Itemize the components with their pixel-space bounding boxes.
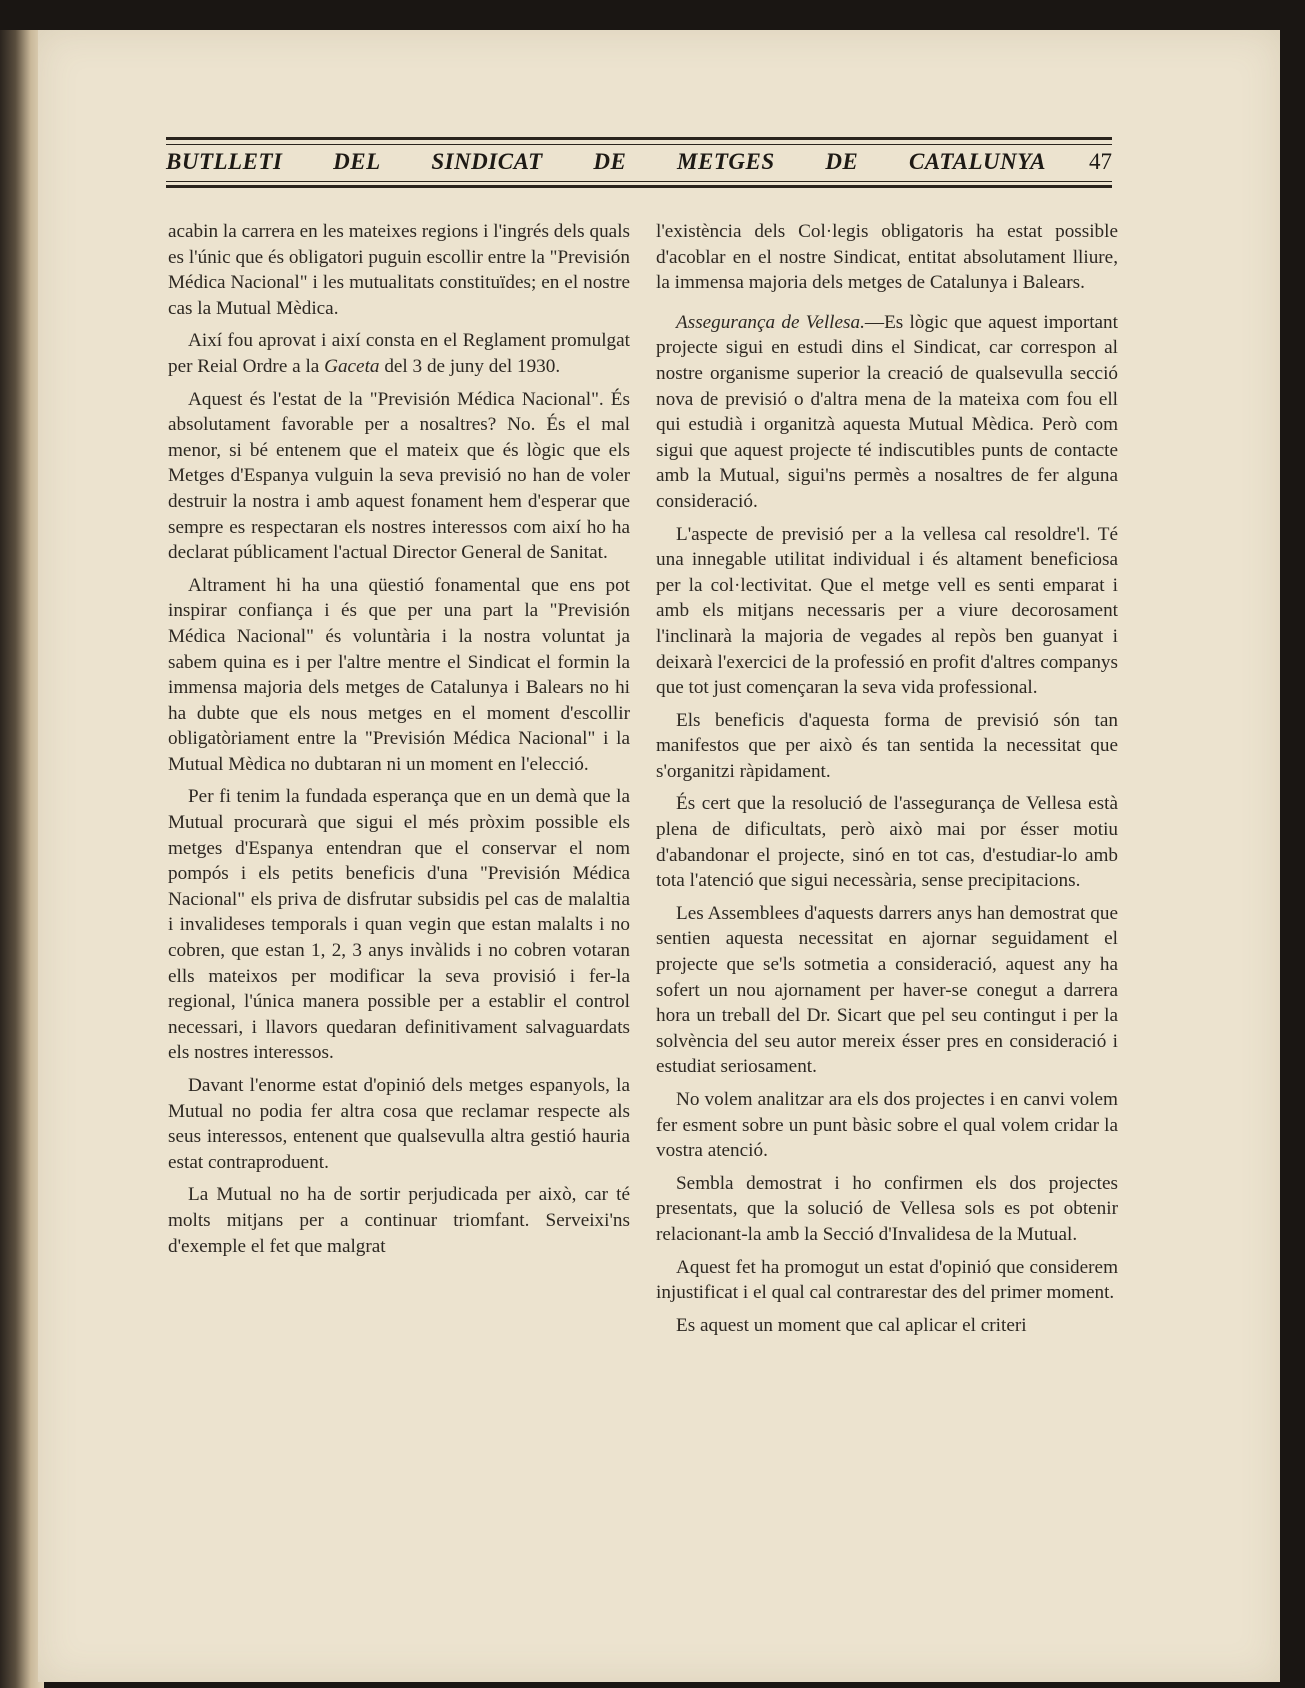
title-word: DEL xyxy=(333,149,381,174)
left-column xyxy=(168,219,630,1266)
title-word: DE xyxy=(825,149,859,174)
section-text: —Es lògic que aquest important projecte sigui en estudi dins el Sindicat, car correspon al nostre organisme superior la creació de qualsevulla secció nova de previsió o d'altra mena de la mateixa com fou ell qui estudià i organitzà aquesta Mutual Mèdica. Però com sigui que aquest projecte té indiscutibles punts de contacte amb la Mutual, sigui'ns permès a nosaltres de fer alguna consideració. xyxy=(656,311,1118,512)
paragraph: Les Assemblees d'aquests darrers anys han demostrat que sentien aquesta necessitat en ajornar seguidament el projecte que se'ls sotmetia a consideració, aquest any ha sofert un nou ajornament per haver-se conegut a darrera hora un treball del Dr. Sicart que pel seu contingut i per la solvència del seu autor mereix ésser pres en consideració i estudiat seriosament. xyxy=(656,902,1118,1078)
paragraph: Sembla demostrat i ho confirmen els dos projectes presentats, que la solució de Vellesa sols es pot obtenir relacionant-la amb la Secció d'Invalidesa de la Mutual. xyxy=(656,1172,1118,1245)
title-word: BUTLLETI xyxy=(166,149,283,174)
header-rule-top-thick xyxy=(166,137,1112,140)
paragraph: Per fi tenim la fundada esperança que en un demà que la Mutual procurarà que sigui el més pròxim possible els metges d'Espanya entendran que el conservar el nom pompós i els petits beneficis d'una "Previsión Médica Nacional" els priva de disfrutar subsidis pel cas de malaltia i invalideses temporals i quan vegin que estan malalts i no cobren, que estan 1, 2, 3 anys invàlids i no cobren votaran ells mateixos per modificar la seva provisió i fer-la regional, l'única manera possible per a establir el control necessari, i llavors quedaran definitivament salvaguardats els nostres interessos. xyxy=(168,786,630,1064)
paragraph: Altrament hi ha una qüestió fonamental que ens pot inspirar confiança i és que per una part la "Previsión Médica Nacional" és voluntària i la nostra voluntat ja sabem quina es i per l'altre mentre el Sindicat el formin la immensa majoria dels metges de Catalunya i Balears no hi ha dubte que els nous metges en el moment d'escollir obligatòriament entre la "Previsión Médica Nacional" i la Mutual Mèdica no dubtaran ni un moment en l'elecció. xyxy=(168,574,630,775)
page-number: 47 xyxy=(1089,149,1112,174)
paragraph: L'aspecte de previsió per a la vellesa cal resoldre'l. Té una innegable utilitat individual i és altament beneficiosa per la col·lectivitat. Que el metge vell es senti emparat i amb els mitjans necessaris per a viure decorosament l'inclinarà la majoria de vegades al repòs ben guanyat i deixarà l'exercici de la professió en profit d'altres companys que tot just començaran la seva vida professional. xyxy=(656,523,1118,699)
section-vellesa xyxy=(656,310,1118,515)
paragraph: La Mutual no ha de sortir perjudicada per això, car té molts mitjans per a continuar triomfant. Serveixi'ns d'exemple el fet que malgrat xyxy=(168,1184,630,1257)
gazette-name: Gaceta xyxy=(324,355,380,377)
running-header xyxy=(166,137,1112,193)
section-heading: Assegurança de Vellesa. xyxy=(676,311,865,333)
paragraph: acabin la carrera en les mateixes regions i l'ingrés dels quals es l'únic que és obligatori puguin escollir entre la "Previsión Médica Nacional" i les mutualitats constituïdes; en el nostre cas la Mutual Mèdica. xyxy=(168,221,630,319)
paragraph-reglament xyxy=(168,328,630,379)
paragraph: l'existència dels Col·legis obligatoris ha estat possible d'acoblar en el nostre Sindicat, entitat absolutament lliure, la immensa majoria dels metges de Catalunya i Balears. xyxy=(656,221,1118,294)
reglament-date: del 3 de juny del 1930. xyxy=(384,355,561,377)
paragraph: Aquest és l'estat de la "Previsión Médica Nacional". És absolutament favorable per a nosaltres? No. És el mal menor, si bé entenem que el mateix que és lògic que els Metges d'Espanya vulguin la seva previsió no han de voler destruir la nostra i amb aquest fonament hem d'esperar que sempre es respectaran els nostres interessos com així ho ha declarat públicament l'actual Director General de Sanitat. xyxy=(168,388,630,564)
paragraph: Davant l'enorme estat d'opinió dels metges espanyols, la Mutual no podia fer altra cosa que reclamar respecte als seus interessos, entenent que qualsevulla altra gestió hauria estat contraproduent. xyxy=(168,1075,630,1173)
reglament-text: Així fou aprovat i així consta en el Reglament promulgat per Reial Ordre a la xyxy=(168,330,630,377)
right-column xyxy=(656,219,1118,1345)
header-rule-bottom-thick xyxy=(166,185,1112,188)
paragraph: Aquest fet ha promogut un estat d'opinió que considerem injustificat i el qual cal contrarestar des del primer moment. xyxy=(656,1256,1118,1304)
title-word: SINDICAT xyxy=(431,149,543,174)
journal-title xyxy=(166,149,1046,175)
title-word: METGES xyxy=(677,149,775,174)
title-word: DE xyxy=(593,149,627,174)
paragraph: És cert que la resolució de l'assegurança de Vellesa està plena de dificultats, però això mai por ésser motiu d'abandonar el projecte, sinó en tot cas, d'estudiar-lo amb tota l'atenció que sigui necessària, sense precipitacions. xyxy=(656,793,1118,892)
title-word: CATALUNYA xyxy=(908,149,1046,174)
paragraph: No volem analitzar ara els dos projectes i en canvi volem fer esment sobre un punt bàsic sobre el qual volem cridar la vostra atenció. xyxy=(656,1089,1118,1162)
paragraph: Es aquest un moment que cal aplicar el criteri xyxy=(676,1314,1027,1336)
paragraph: Els beneficis d'aquesta forma de previsió són tan manifestos que per això és tan sentida la necessitat que s'organitzi ràpidament. xyxy=(656,709,1118,782)
header-rule-top-thin xyxy=(166,144,1112,145)
header-rule-bottom-thin xyxy=(166,181,1112,182)
